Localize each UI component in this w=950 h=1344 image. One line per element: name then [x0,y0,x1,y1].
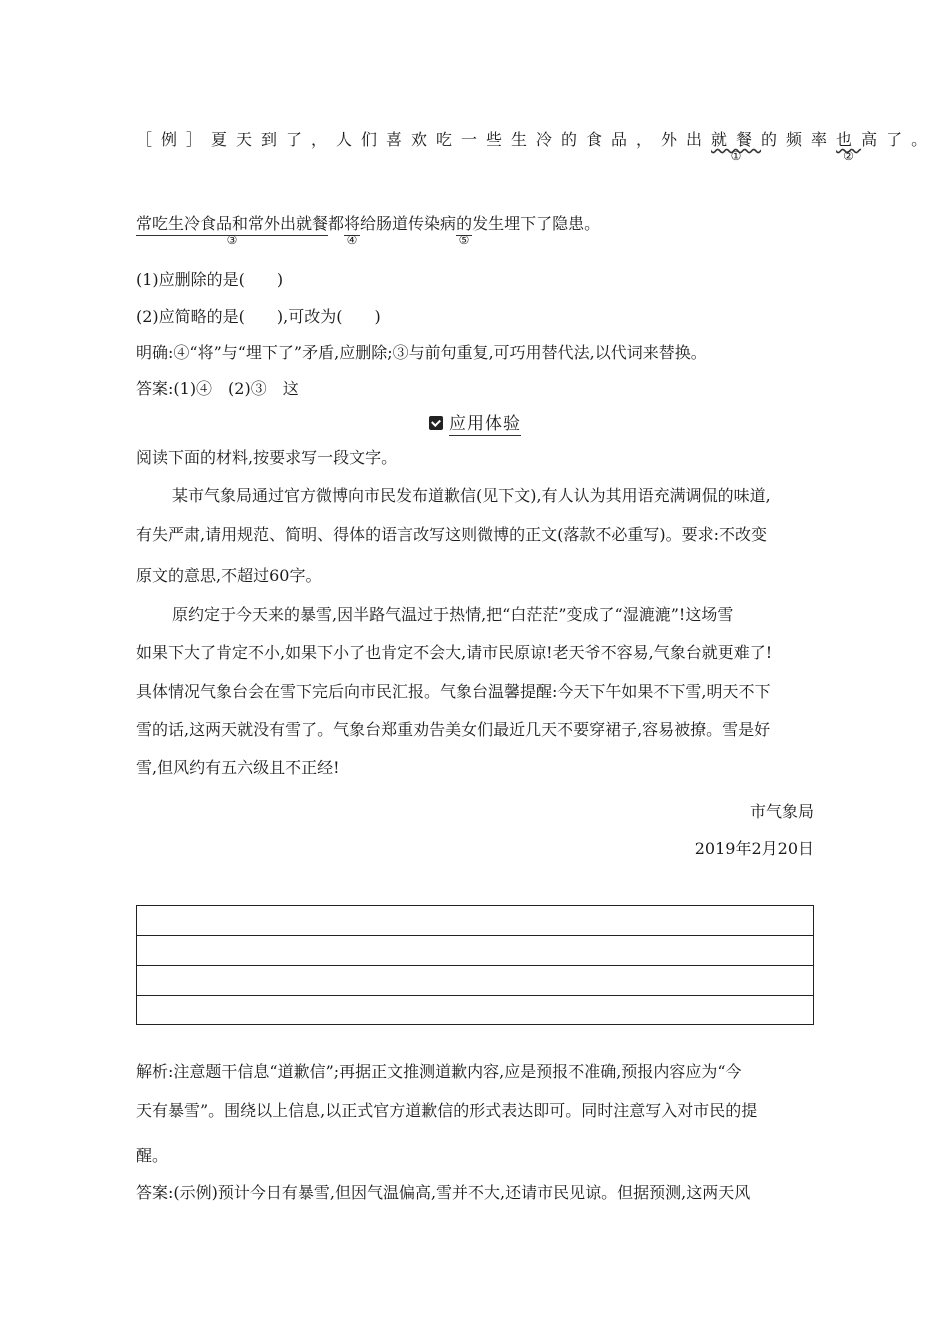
clarification: 明确:④“将”与“埋下了”矛盾,应删除;③与前句重复,可巧用替代法,以代词来替换。 [136,343,707,362]
letter-line-4: 雪的话,这两天就没有雪了。气象台郑重劝告美女们最近几天不要穿裙子,容易被撩。雪是好 [136,720,771,739]
answer-line[interactable] [137,936,813,966]
intro-line-3: 原文的意思,不超过60字。 [136,566,322,585]
intro-line-2: 有失严肃,请用规范、简明、得体的语言改写这则微博的正文(落款不必重写)。要求:不改变 [136,525,767,544]
answer-2: 答案:(示例)预计今日有暴雪,但因气温偏高,雪并不大,还请市民见谅。但据预测,这两天风 [136,1183,751,1202]
marker-2: ② [843,149,854,163]
marked-word-1: 就餐 ① [711,130,762,163]
answer-line[interactable] [137,996,813,1026]
letter-line-5: 雪,但风约有五六级且不正经! [136,758,340,777]
marker-3: ③ [226,233,238,247]
example-sentence-2 [136,213,601,247]
letter-line-3: 具体情况气象台会在雪下完后向市民汇报。气象台温馨提醒:今天下午如果不下雪,明天不下 [136,682,771,701]
question-1: (1)应删除的是( ) [136,270,284,289]
analysis-line-3: 醒。 [136,1146,169,1165]
letter-line-1: 原约定于今天来的暴雪,因半路气温过于热情,把“白茫茫”变成了“湿漉漉”!这场雪 [172,605,734,624]
answer-line[interactable] [137,906,813,936]
letter-date: 2019年2月20日 [694,839,814,858]
example-text-4: 高了。 [861,130,937,149]
example-text-2: 的频率 [761,130,837,149]
answer-line[interactable] [137,966,813,996]
underlined-phrase-3: 常吃生冷食品和常外出就餐 ③ [136,214,329,247]
example-sentence [136,129,937,163]
example-text-5: 都 [328,214,345,233]
section-title: 应用体验 [0,409,950,434]
underlined-word-5: 的 ⑤ [456,214,473,247]
analysis-line-1: 解析:注意题干信息“道歉信”;再据正文推测道歉内容,应是预报不准确,预报内容应为“今 [136,1062,742,1081]
example-prefix: ［例］夏天到了，人们喜欢吃一些生冷的食品，外出 [136,130,712,149]
intro-line-1: 某市气象局通过官方微博向市民发布道歉信(见下文),有人认为其用语充满调侃的味道, [172,486,771,505]
marker-1: ① [730,149,742,163]
letter-signature: 市气象局 [749,802,814,821]
analysis-line-2: 天有暴雪”。围绕以上信息,以正式官方道歉信的形式表达即可。同时注意写入对市民的提 [136,1101,758,1120]
underlined-word-4: 将 ④ [344,214,361,247]
question-2: (2)应简略的是( ),可改为( ) [136,307,381,326]
checkbox-icon [429,416,443,430]
example-text-6: 给肠道传染病 [360,214,457,233]
task-instruction: 阅读下面的材料,按要求写一段文字。 [136,448,398,467]
marker-5: ⑤ [458,233,470,247]
example-text-7: 发生埋下了隐患。 [472,214,601,233]
answer-lines-box[interactable] [136,905,814,1025]
letter-line-2: 如果下大了肯定不小,如果下小了也肯定不会大,请市民原谅!老天爷不容易,气象台就更难了! [136,643,773,662]
marked-word-2: 也 ② [836,130,862,163]
marker-4: ④ [346,233,358,247]
answer-1: 答案:(1)④ (2)③ 这 [136,379,299,398]
